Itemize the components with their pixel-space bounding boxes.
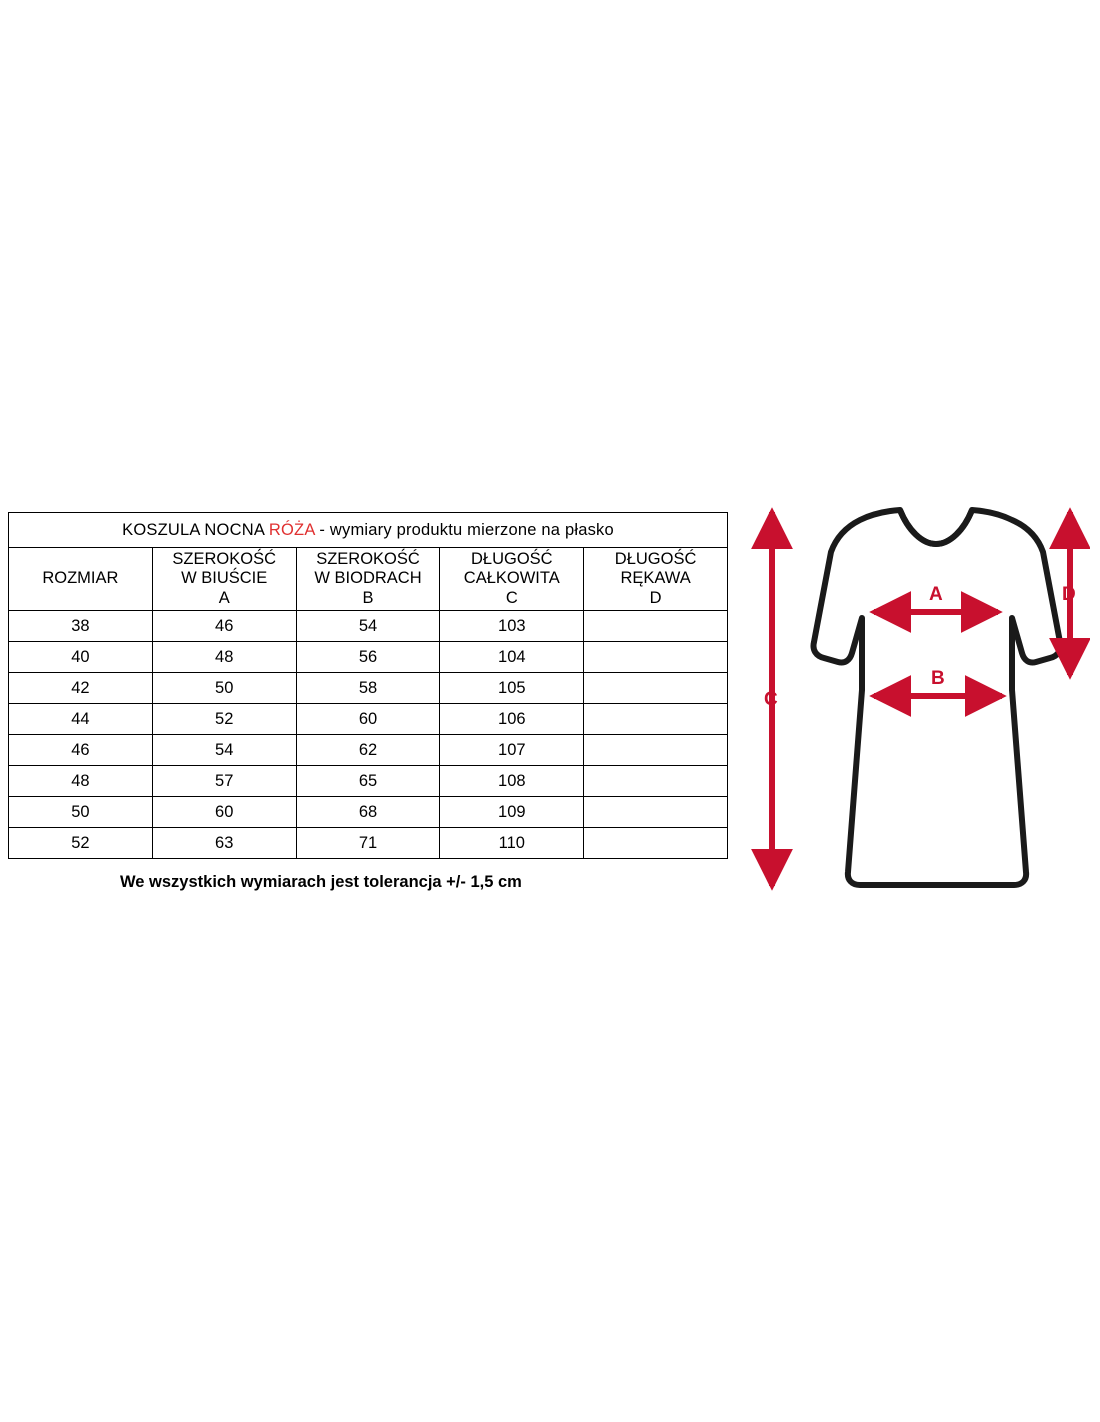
cell-hips: 62: [296, 735, 440, 766]
cell-bust: 63: [152, 828, 296, 859]
cell-sleeve: [584, 828, 728, 859]
cell-size: 50: [9, 797, 153, 828]
cell-sleeve: [584, 611, 728, 642]
cell-bust: 54: [152, 735, 296, 766]
cell-size: 38: [9, 611, 153, 642]
cell-total: 107: [440, 735, 584, 766]
table-row: [9, 766, 728, 797]
cell-size: 40: [9, 642, 153, 673]
cell-bust: 52: [152, 704, 296, 735]
cell-total: 109: [440, 797, 584, 828]
cell-bust: 48: [152, 642, 296, 673]
cell-total: 110: [440, 828, 584, 859]
measure-d-label: D: [1062, 584, 1076, 605]
table-title: [9, 513, 728, 548]
measurements-table-wrapper: [8, 512, 728, 859]
table-row: [9, 611, 728, 642]
title-suffix: - wymiary produktu mierzone na płasko: [314, 520, 614, 539]
measure-c-label: C: [764, 689, 778, 710]
cell-hips: 65: [296, 766, 440, 797]
table-row: [9, 642, 728, 673]
table-row: [9, 673, 728, 704]
cell-hips: 60: [296, 704, 440, 735]
cell-size: 44: [9, 704, 153, 735]
measure-b-label: B: [931, 668, 945, 689]
cell-hips: 58: [296, 673, 440, 704]
cell-bust: 50: [152, 673, 296, 704]
title-prefix: KOSZULA NOCNA: [122, 520, 269, 539]
cell-bust: 46: [152, 611, 296, 642]
cell-sleeve: [584, 704, 728, 735]
cell-hips: 68: [296, 797, 440, 828]
column-header-total-length: DŁUGOŚĆ CAŁKOWITA C: [440, 548, 584, 611]
cell-size: 48: [9, 766, 153, 797]
column-header-bust: SZEROKOŚĆ W BIUŚCIE A: [152, 548, 296, 611]
table-row: [9, 797, 728, 828]
measurements-table: [8, 512, 728, 859]
cell-total: 103: [440, 611, 584, 642]
column-header-sleeve-length: DŁUGOŚĆ RĘKAWA D: [584, 548, 728, 611]
cell-total: 104: [440, 642, 584, 673]
title-brand: RÓŻA: [268, 520, 315, 539]
cell-bust: 57: [152, 766, 296, 797]
cell-hips: 54: [296, 611, 440, 642]
table-row: [9, 828, 728, 859]
cell-total: 108: [440, 766, 584, 797]
cell-sleeve: [584, 766, 728, 797]
cell-size: 42: [9, 673, 153, 704]
table-row: [9, 704, 728, 735]
column-header-hips: SZEROKOŚĆ W BIODRACH B: [296, 548, 440, 611]
cell-hips: 71: [296, 828, 440, 859]
cell-sleeve: [584, 797, 728, 828]
cell-bust: 60: [152, 797, 296, 828]
measure-a-label: A: [929, 584, 943, 605]
cell-hips: 56: [296, 642, 440, 673]
cell-sleeve: [584, 673, 728, 704]
size-chart: [0, 490, 1100, 910]
garment-diagram: [740, 500, 1090, 900]
cell-size: 46: [9, 735, 153, 766]
cell-total: 106: [440, 704, 584, 735]
cell-size: 52: [9, 828, 153, 859]
table-header-row: [9, 548, 728, 611]
cell-total: 105: [440, 673, 584, 704]
cell-sleeve: [584, 642, 728, 673]
cell-sleeve: [584, 735, 728, 766]
column-header-size: ROZMIAR: [9, 548, 153, 611]
table-row: [9, 735, 728, 766]
tolerance-note: We wszystkich wymiarach jest tolerancja +/- 1,5 cm: [120, 873, 522, 891]
table-title-row: [9, 513, 728, 548]
